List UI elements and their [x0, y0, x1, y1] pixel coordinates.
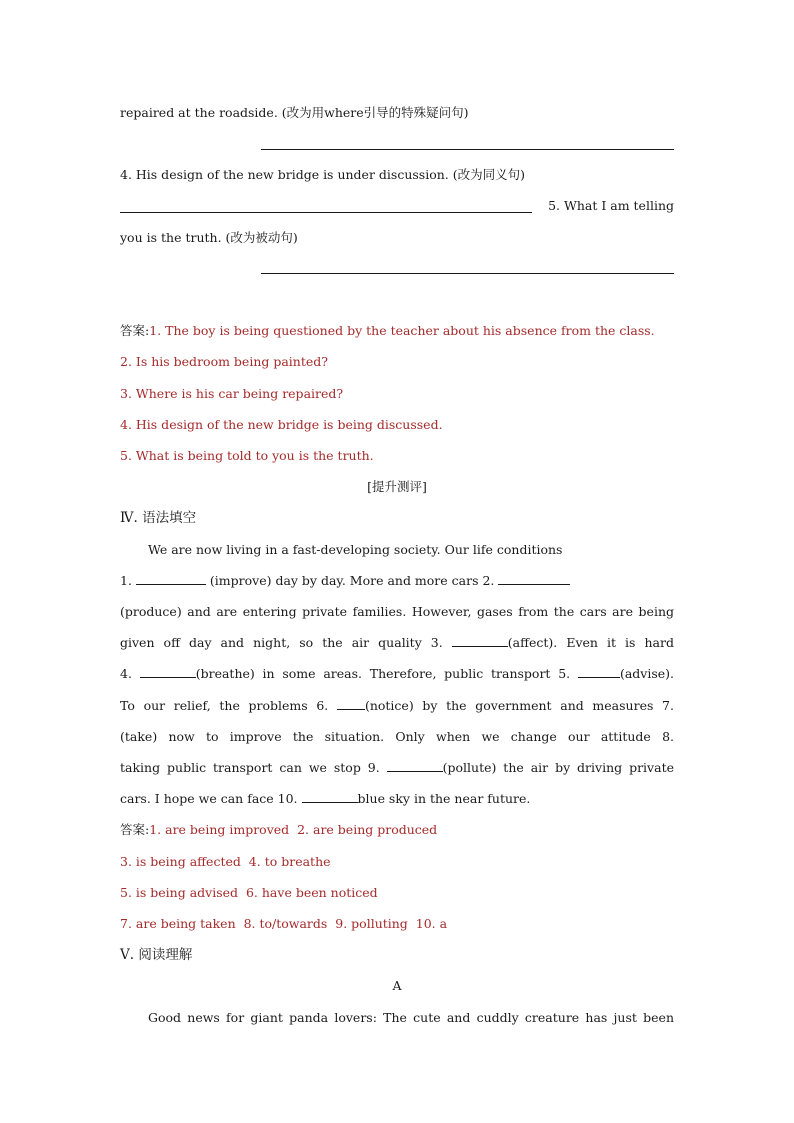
passage-line-1: We are now living in a fast-developing society. Our life conditions: [148, 542, 563, 557]
question-5-end: you is the truth. (改为被动句): [120, 230, 298, 245]
exercise-line-1: repaired at the roadside. (改为用where引导的特殊疑问句): [120, 105, 469, 120]
passage-line-4: given off day and night, so the air quality 3. (affect). Even it is hard: [120, 635, 674, 650]
question-5-start: 5. What I am telling: [548, 198, 674, 213]
blank-3[interactable]: [452, 633, 508, 647]
answer-line-3: [261, 149, 674, 150]
blank-5[interactable]: [578, 664, 620, 678]
answer-2: 2. Is his bedroom being painted?: [120, 354, 328, 369]
answer-4: 4. His design of the new bridge is being discussed.: [120, 417, 443, 432]
passage-line-9: cars. I hope we can face 10. blue sky in the near future.: [120, 791, 531, 806]
answer-block-2-line-4: 7. are being taken 8. to/towards 9. polluting 10. a: [120, 916, 448, 931]
passage-line-3: (produce) and are entering private families. However, gases from the cars are being: [120, 604, 674, 619]
question-4: 4. His design of the new bridge is under discussion. (改为同义句): [120, 167, 525, 182]
blank-2[interactable]: [498, 571, 570, 585]
passage-line-2: 1. (improve) day by day. More and more cars 2.: [120, 571, 674, 591]
answer-1: 1. The boy is being questioned by the teacher about his absence from the class.: [149, 323, 655, 338]
passage-line-5: 4. (breathe) in some areas. Therefore, public transport 5. (advise).: [120, 666, 674, 681]
passage-line-6: To our relief, the problems 6. (notice) by the government and measures 7.: [120, 698, 674, 713]
answer-block-2-line-2: 3. is being affected 4. to breathe: [120, 854, 331, 869]
blank-1[interactable]: [136, 571, 206, 585]
blank-9[interactable]: [387, 758, 443, 772]
answer-block-2-line-1: 答案:1. are being improved 2. are being produced: [120, 822, 438, 837]
answer-label: 答案:: [120, 323, 150, 338]
answer-label-2: 答案:: [120, 822, 150, 837]
reading-line-1: Good news for giant panda lovers: The cute and cuddly creature has just been: [148, 1010, 674, 1025]
improve-heading: [提升测评]: [367, 479, 427, 494]
passage-label: A: [392, 978, 402, 993]
section-4-title: Ⅳ. 语法填空: [120, 510, 197, 526]
blank-4[interactable]: [140, 664, 196, 678]
section-5-title: Ⅴ. 阅读理解: [120, 947, 193, 963]
answer-block-2-line-3: 5. is being advised 6. have been noticed: [120, 885, 378, 900]
passage-line-8: taking public transport can we stop 9. (pollute) the air by driving private: [120, 760, 674, 775]
answer-5: 5. What is being told to you is the truth.: [120, 448, 374, 463]
blank-6[interactable]: [337, 696, 365, 710]
answer-3: 3. Where is his car being repaired?: [120, 386, 344, 401]
answer-line-5: [261, 273, 674, 274]
answer-block-1-line-1: [120, 321, 674, 341]
blank-10[interactable]: [302, 789, 358, 803]
answer-line-4: [120, 212, 532, 213]
passage-line-7: (take) now to improve the situation. Only when we change our attitude 8.: [120, 729, 674, 744]
